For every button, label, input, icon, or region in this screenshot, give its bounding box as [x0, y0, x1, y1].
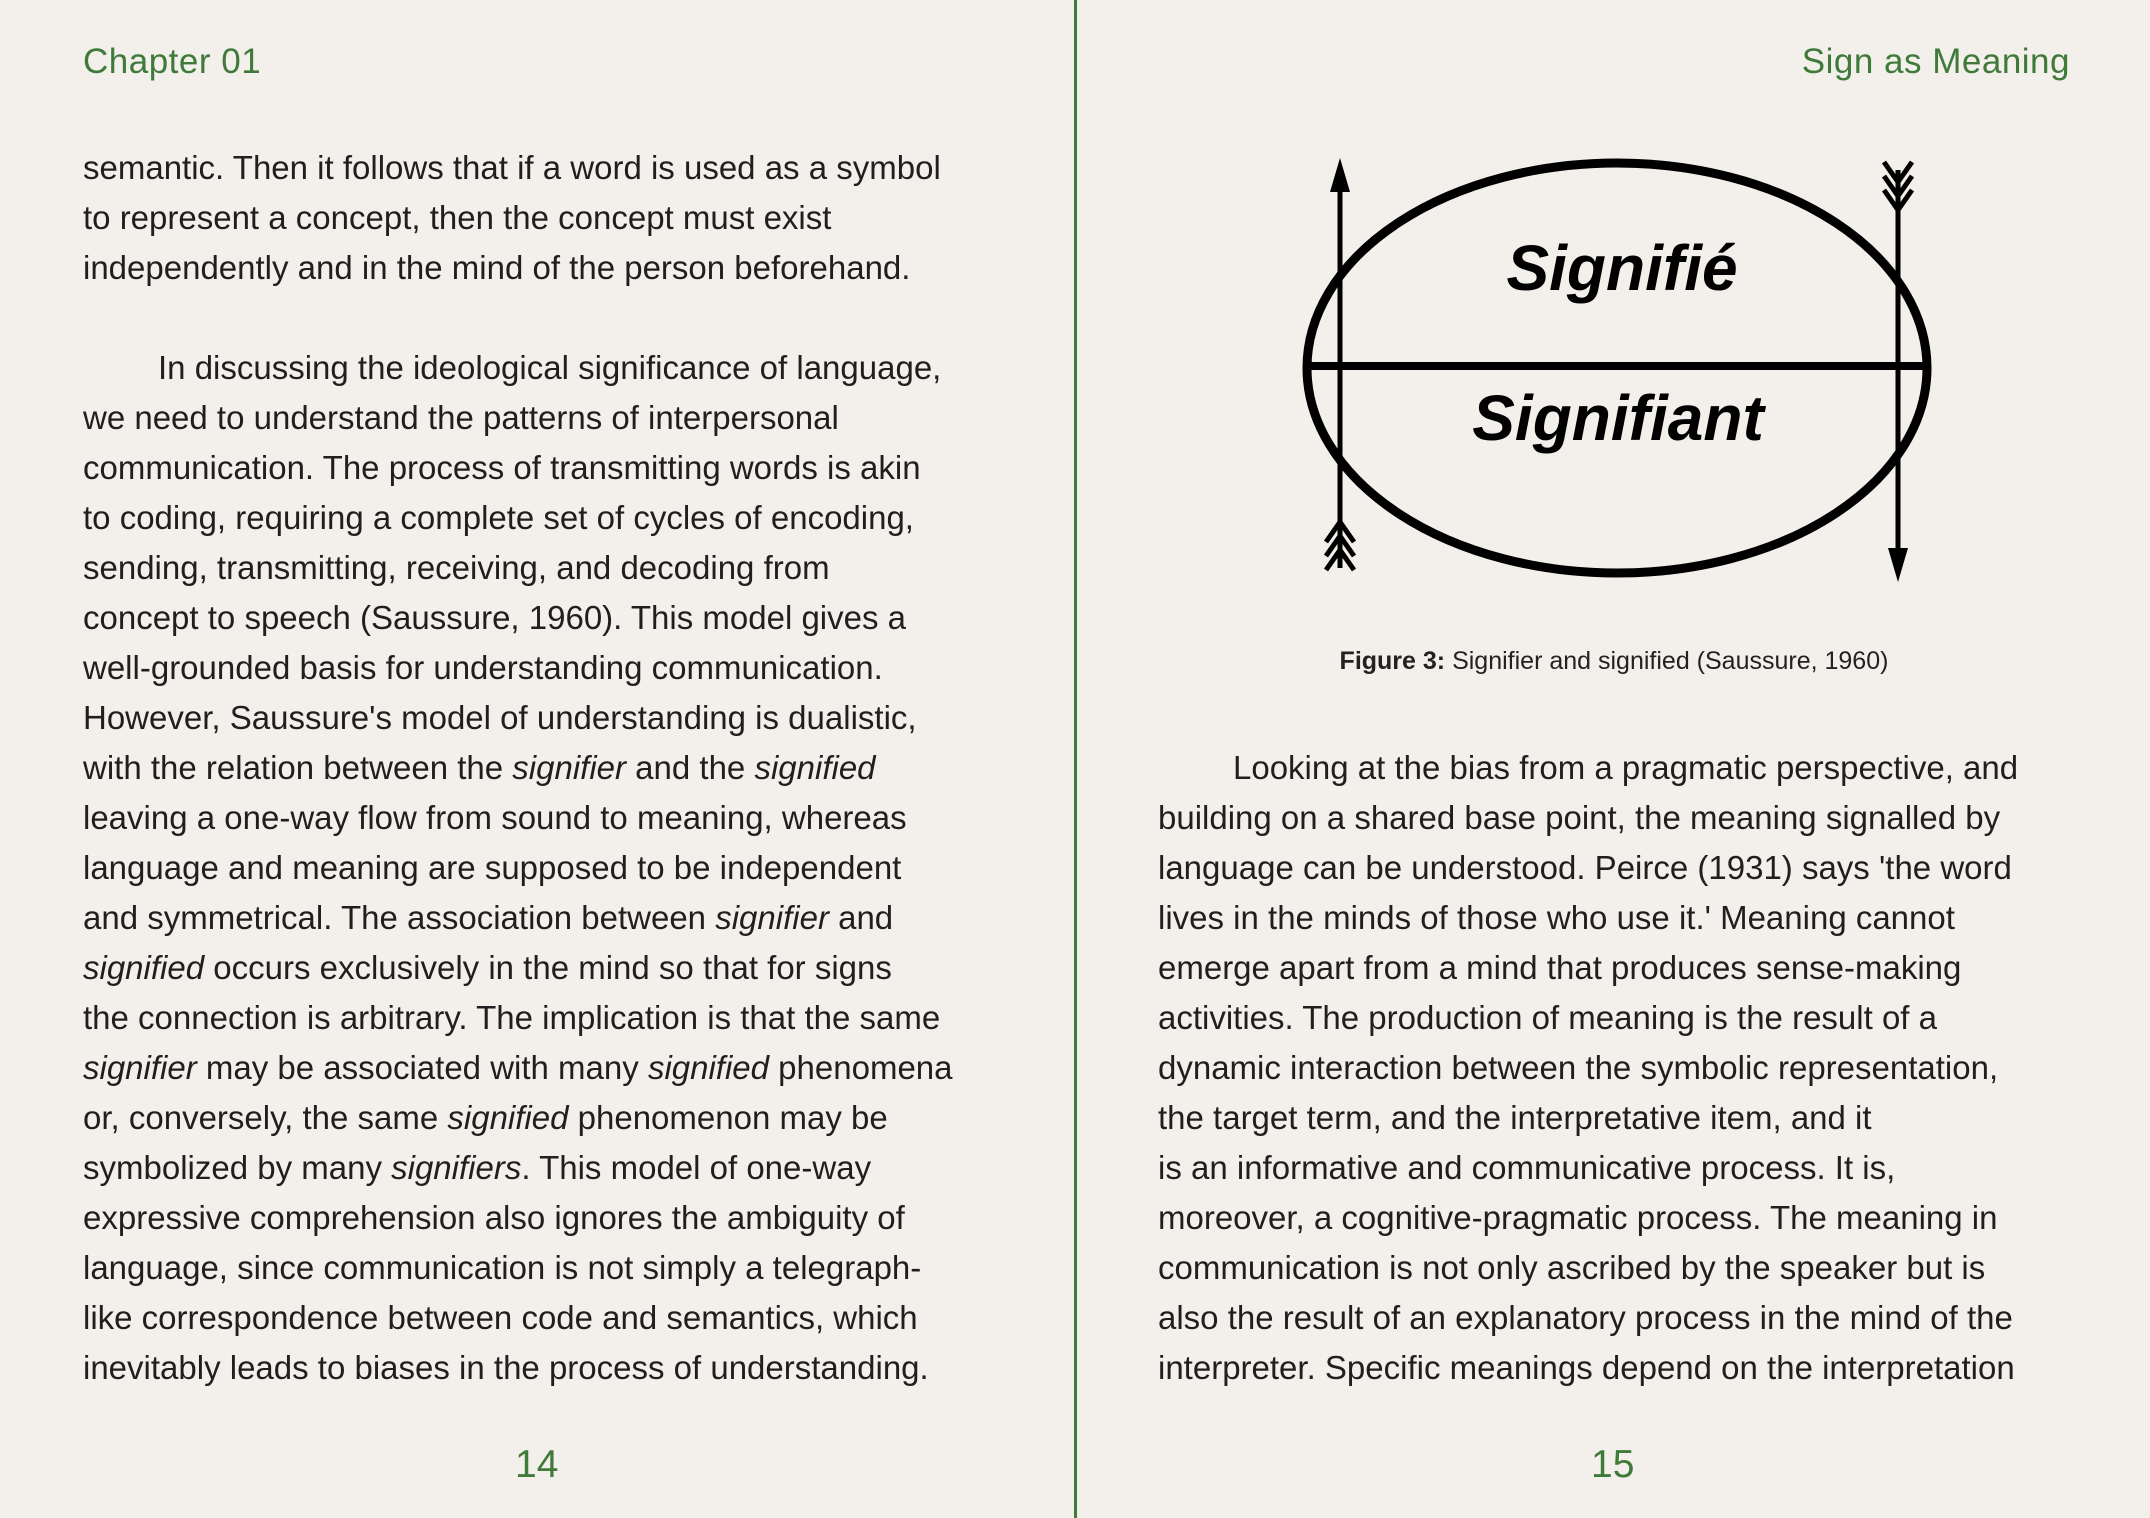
- text-line: sending, transmitting, receiving, and decoding from: [83, 549, 830, 586]
- text-line: semantic. Then it follows that if a word is used as a symbol: [83, 149, 941, 186]
- left-page: [83, 0, 1003, 1518]
- text-line: lives in the minds of those who use it.' Meaning cannot: [1158, 899, 1955, 936]
- text-line: language can be understood. Peirce (1931) says 'the word: [1158, 849, 2012, 886]
- text-line: we need to understand the patterns of interpersonal: [83, 399, 839, 436]
- text-line: activities. The production of meaning is the result of a: [1158, 999, 1937, 1036]
- text-run: and the: [626, 749, 755, 786]
- text-run: phenomenon may be: [568, 1099, 888, 1136]
- down-arrow-icon: [1884, 162, 1912, 582]
- page-number-right: 15: [1591, 1443, 1635, 1486]
- text-line: moreover, a cognitive-pragmatic process. The meaning in: [1158, 1199, 1998, 1236]
- text-line: concept to speech (Saussure, 1960). This model gives a: [83, 599, 907, 636]
- text-line: In discussing the ideological significance of language,: [158, 349, 942, 386]
- text-line: independently and in the mind of the person beforehand.: [83, 249, 911, 286]
- text-run: or, conversely, the same: [83, 1099, 448, 1136]
- text-line: [83, 893, 1003, 943]
- text-line: [83, 1093, 1003, 1143]
- italic-term: signified: [447, 1099, 569, 1136]
- right-page: [1158, 0, 2070, 1518]
- text-line: to coding, requiring a complete set of cycles of encoding,: [83, 499, 914, 536]
- text-line: language and meaning are supposed to be independent: [83, 849, 902, 886]
- section-heading: Sign as Meaning: [1801, 42, 2070, 81]
- text-line: also the result of an explanatory process in the mind of the: [1158, 1299, 2013, 1336]
- text-line: expressive comprehension also ignores the ambiguity of: [83, 1199, 905, 1236]
- italic-term: signifier: [83, 1049, 197, 1086]
- italic-term: signifiers: [391, 1149, 522, 1186]
- caption-label: Figure 3:: [1339, 647, 1446, 675]
- text-line: Looking at the bias from a pragmatic perspective, and: [1233, 749, 2019, 786]
- paragraph-pragmatic: [1158, 743, 2070, 1393]
- text-line: [83, 1143, 1003, 1193]
- text-line: to represent a concept, then the concept must exist: [83, 199, 832, 236]
- gutter-divider: [1074, 0, 1077, 1518]
- italic-term: signifier: [715, 899, 829, 936]
- paragraph-continued: [83, 143, 1003, 293]
- paragraph-saussure: [83, 343, 1003, 1393]
- text-line: [83, 1043, 1003, 1093]
- signifie-label: Signifié: [1506, 232, 1738, 304]
- text-line: communication. The process of transmitting words is akin: [83, 449, 921, 486]
- signifiant-label: Signifiant: [1472, 382, 1764, 454]
- text-line: communication is not only ascribed by the speaker but is: [1158, 1249, 1986, 1286]
- text-line: like correspondence between code and semantics, which: [83, 1299, 918, 1336]
- caption-text: Signifier and signified (Saussure, 1960): [1445, 647, 1889, 675]
- text-run: and: [828, 899, 894, 936]
- text-line: inevitably leads to biases in the process of understanding.: [83, 1349, 929, 1386]
- text-line: However, Saussure's model of understanding is dualistic,: [83, 699, 917, 736]
- text-run: symbolized by many: [83, 1149, 392, 1186]
- text-line: [83, 943, 1003, 993]
- text-line: [83, 743, 1003, 793]
- text-run: with the relation between the: [83, 749, 513, 786]
- text-run: and symmetrical. The association between: [83, 899, 716, 936]
- text-line: leaving a one-way flow from sound to meaning, whereas: [83, 799, 907, 836]
- figure-caption: [1158, 647, 2070, 676]
- text-run: may be associated with many: [196, 1049, 648, 1086]
- text-run: . This model of one-way: [521, 1149, 872, 1186]
- signifier-signified-diagram: [1240, 150, 1990, 590]
- page-number-left: 14: [515, 1443, 559, 1486]
- text-run: occurs exclusively in the mind so that for signs: [204, 949, 892, 986]
- text-line: the target term, and the interpretative item, and it: [1158, 1099, 1872, 1136]
- italic-term: signifier: [512, 749, 626, 786]
- text-line: dynamic interaction between the symbolic representation,: [1158, 1049, 1999, 1086]
- text-line: language, since communication is not simply a telegraph-: [83, 1249, 922, 1286]
- text-run: phenomena: [769, 1049, 953, 1086]
- text-line: building on a shared base point, the meaning signalled by: [1158, 799, 2001, 836]
- italic-term: signified: [83, 949, 205, 986]
- text-line: is an informative and communicative process. It is,: [1158, 1149, 1896, 1186]
- text-line: well-grounded basis for understanding communication.: [83, 649, 883, 686]
- italic-term: signified: [647, 1049, 770, 1086]
- italic-term: signified: [754, 749, 876, 786]
- text-line: the connection is arbitrary. The implication is that the same: [83, 999, 941, 1036]
- text-line: interpreter. Specific meanings depend on the interpretation: [1158, 1349, 2015, 1386]
- text-line: emerge apart from a mind that produces sense-making: [1158, 949, 1962, 986]
- chapter-heading: Chapter 01: [83, 42, 262, 81]
